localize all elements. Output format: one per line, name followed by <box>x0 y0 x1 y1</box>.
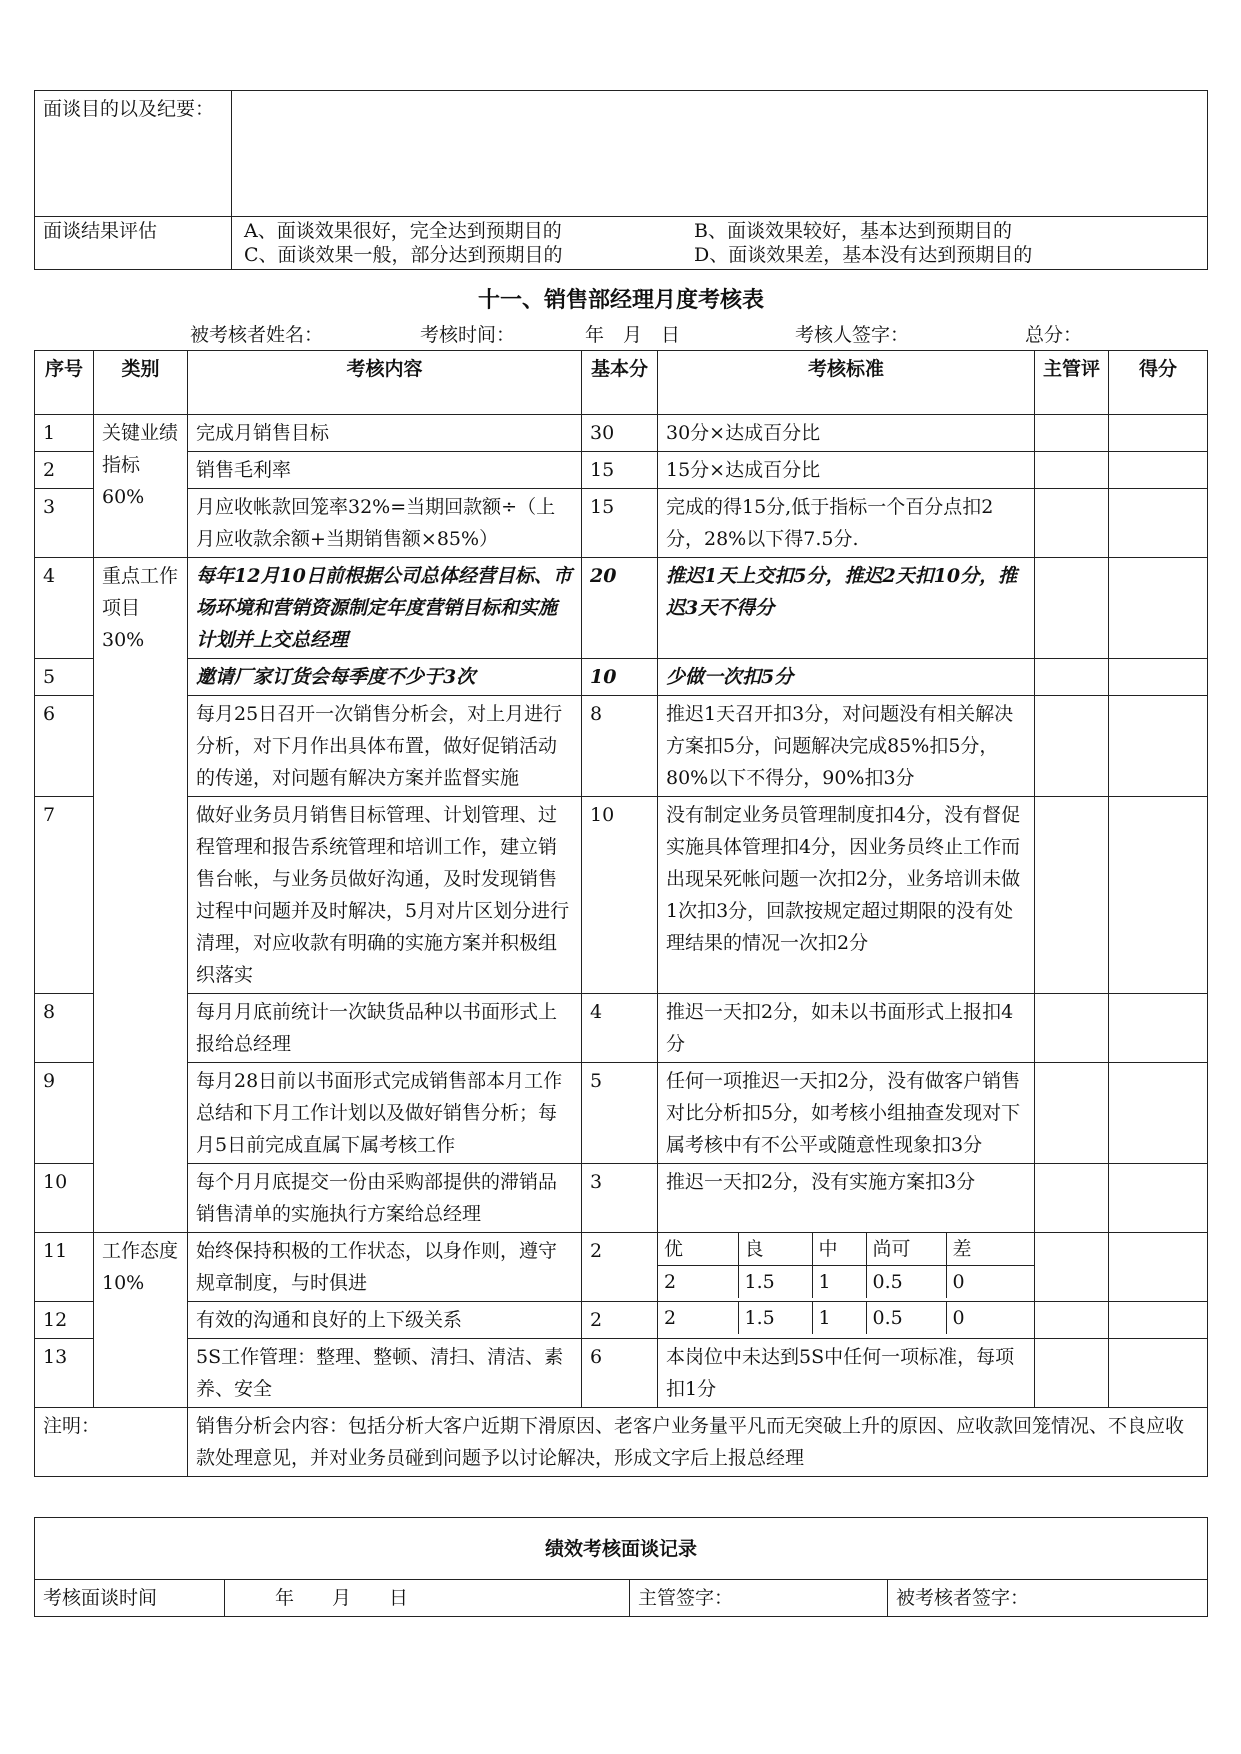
score-cell[interactable] <box>1109 994 1208 1063</box>
grade-table <box>658 1233 1034 1298</box>
grade-label: 良 <box>738 1233 812 1266</box>
table-row <box>35 1063 1208 1164</box>
result-label: 面谈结果评估 <box>35 217 232 270</box>
row-standard: 没有制定业务员管理制度扣4分，没有督促实施具体管理扣4分，因业务员终止工作而出现呆死帐问题一次扣2分，业务培训未做1次扣3分，回款按规定超过期限的没有处理结果的情况一次扣2分 <box>658 797 1035 994</box>
row-content: 销售毛利率 <box>188 452 582 489</box>
row-no: 7 <box>35 797 94 994</box>
score-cell[interactable] <box>1109 489 1208 558</box>
manager-sign-label[interactable]: 主管签字： <box>630 1580 888 1617</box>
table-row <box>35 696 1208 797</box>
header-score: 得分 <box>1109 351 1208 415</box>
header-category: 类别 <box>94 351 188 415</box>
meta-signer-label: 考核人签字： <box>795 324 910 346</box>
category-kpi: 关键业绩指标 60% <box>94 415 188 558</box>
header-content: 考核内容 <box>188 351 582 415</box>
grade-value: 0 <box>946 1266 1034 1299</box>
row-standard: 推迟一天扣2分，如未以书面形式上报扣4分 <box>658 994 1035 1063</box>
interview-top-table <box>34 90 1208 270</box>
table-row <box>35 452 1208 489</box>
grade-label: 中 <box>812 1233 866 1266</box>
row-no: 3 <box>35 489 94 558</box>
grade-label: 优 <box>664 1238 684 1260</box>
manager-score-cell[interactable] <box>1035 1233 1109 1302</box>
row-standard: 少做一次扣5分 <box>658 659 1035 696</box>
row-base: 2 <box>582 1302 658 1339</box>
manager-score-cell[interactable] <box>1035 1164 1109 1233</box>
score-cell[interactable] <box>1109 452 1208 489</box>
row-no: 1 <box>35 415 94 452</box>
manager-score-cell[interactable] <box>1035 452 1109 489</box>
row-base: 15 <box>582 452 658 489</box>
note-label: 注明： <box>35 1408 188 1477</box>
manager-score-cell[interactable] <box>1035 1339 1109 1408</box>
table-row <box>35 797 1208 994</box>
row-content: 完成月销售目标 <box>188 415 582 452</box>
header-base: 基本分 <box>582 351 658 415</box>
grade-value: 2 <box>664 1307 677 1329</box>
record-time-label: 考核面谈时间 <box>35 1580 225 1617</box>
row-no: 4 <box>35 558 94 659</box>
meta-total-label: 总分： <box>1025 324 1083 346</box>
row-standard: 30分×达成百分比 <box>658 415 1035 452</box>
manager-score-cell[interactable] <box>1035 415 1109 452</box>
grade-value: 1 <box>812 1266 866 1299</box>
row-no: 13 <box>35 1339 94 1408</box>
meta-name-label: 被考核者姓名： <box>190 324 324 346</box>
header-standard: 考核标准 <box>658 351 1035 415</box>
manager-score-cell[interactable] <box>1035 1063 1109 1164</box>
header-no: 序号 <box>35 351 94 415</box>
table-row <box>35 489 1208 558</box>
row-base: 30 <box>582 415 658 452</box>
row-content: 每月25日召开一次销售分析会，对上月进行分析，对下月作出具体布置，做好促销活动的传递，对问题有解决方案并监督实施 <box>188 696 582 797</box>
manager-score-cell[interactable] <box>1035 696 1109 797</box>
row-no: 6 <box>35 696 94 797</box>
record-date[interactable]: 年 月 日 <box>225 1580 630 1617</box>
row-base: 8 <box>582 696 658 797</box>
manager-score-cell[interactable] <box>1035 797 1109 994</box>
grade-value: 2 <box>658 1266 738 1299</box>
row-base: 10 <box>582 797 658 994</box>
option-c[interactable]: C、面谈效果一般，部分达到预期目的 <box>244 244 563 266</box>
row-base: 20 <box>582 558 658 659</box>
record-title: 绩效考核面谈记录 <box>35 1518 1208 1580</box>
manager-score-cell[interactable] <box>1035 558 1109 659</box>
option-a[interactable]: A、面谈效果很好，完全达到预期目的 <box>244 220 562 242</box>
table-row <box>35 994 1208 1063</box>
row-standard: 任何一项推迟一天扣2分，没有做客户销售对比分析扣5分，如考核小组抽查发现对下属考核中有不公平或随意性现象扣3分 <box>658 1063 1035 1164</box>
score-cell[interactable] <box>1109 797 1208 994</box>
row-base: 6 <box>582 1339 658 1408</box>
row-no: 8 <box>35 994 94 1063</box>
form-title: 十一、销售部经理月度考核表 <box>477 288 764 313</box>
grade-value: 1.5 <box>738 1302 812 1334</box>
grade-value: 0.5 <box>866 1266 946 1299</box>
result-options <box>232 217 1208 270</box>
row-base: 2 <box>582 1233 658 1302</box>
category-attitude: 工作态度 10% <box>94 1233 188 1408</box>
header-manager: 主管评 <box>1035 351 1109 415</box>
table-row <box>35 1233 1208 1302</box>
row-content: 始终保持积极的工作状态，以身作则，遵守规章制度，与时俱进 <box>188 1233 582 1302</box>
score-cell[interactable] <box>1109 1302 1208 1339</box>
interview-record-table <box>34 1517 1208 1617</box>
row-standard: 15分×达成百分比 <box>658 452 1035 489</box>
purpose-content[interactable] <box>232 91 1208 217</box>
row-standard: 完成的得15分,低于指标一个百分点扣2分，28%以下得7.5分. <box>658 489 1035 558</box>
row-content: 邀请厂家订货会每季度不少于3次 <box>188 659 582 696</box>
manager-score-cell[interactable] <box>1035 659 1109 696</box>
row-base: 10 <box>582 659 658 696</box>
score-cell[interactable] <box>1109 1339 1208 1408</box>
row-content: 有效的沟通和良好的上下级关系 <box>188 1302 582 1339</box>
grade-label: 尚可 <box>866 1233 946 1266</box>
category-key-work: 重点工作项目 30% <box>94 558 188 1233</box>
meta-time-label: 考核时间： <box>420 324 516 346</box>
row-base: 4 <box>582 994 658 1063</box>
score-cell[interactable] <box>1109 1063 1208 1164</box>
row-content: 5S工作管理：整理、整顿、清扫、清洁、素养、安全 <box>188 1339 582 1408</box>
row-standard: 推迟1天上交扣5分，推迟2天扣10分，推迟3天不得分 <box>658 558 1035 659</box>
grade-table-cell <box>658 1302 1035 1339</box>
row-content: 月应收帐款回笼率32%=当期回款额÷（上月应收款余额+当期销售额×85%） <box>188 489 582 558</box>
note-text: 销售分析会内容：包括分析大客户近期下滑原因、老客户业务量平凡而无突破上升的原因、应收款回笼情况、不良应收款处理意见，并对业务员碰到问题予以讨论解决，形成文字后上报总经理 <box>188 1408 1208 1477</box>
table-row <box>35 1164 1208 1233</box>
grade-value: 1.5 <box>738 1266 812 1299</box>
row-content: 每月月底前统计一次缺货品种以书面形式上报给总经理 <box>188 994 582 1063</box>
grade-value: 1 <box>812 1302 866 1334</box>
manager-score-cell[interactable] <box>1035 994 1109 1063</box>
score-cell[interactable] <box>1109 1233 1208 1302</box>
manager-score-cell[interactable] <box>1035 1302 1109 1339</box>
row-content: 每月28日前以书面形式完成销售部本月工作总结和下月工作计划以及做好销售分析；每月5日前完成直属下属考核工作 <box>188 1063 582 1164</box>
row-base: 5 <box>582 1063 658 1164</box>
table-row <box>35 1302 1208 1339</box>
manager-score-cell[interactable] <box>1035 489 1109 558</box>
table-row <box>35 558 1208 659</box>
row-standard: 推迟1天召开扣3分，对问题没有相关解决方案扣5分，问题解决完成85%扣5分，80%以下不得分，90%扣3分 <box>658 696 1035 797</box>
option-d[interactable]: D、面谈效果差，基本没有达到预期目的 <box>694 244 1033 266</box>
grade-value: 0 <box>946 1302 1034 1334</box>
row-content: 做好业务员月销售目标管理、计划管理、过程管理和报告系统管理和培训工作，建立销售台帐，与业务员做好沟通，及时发现销售过程中问题并及时解决，5月对片区划分进行清理，对应收款有明确的实施方案并积极组织落实 <box>188 797 582 994</box>
note-row <box>35 1408 1208 1477</box>
row-base: 15 <box>582 489 658 558</box>
option-b[interactable]: B、面谈效果较好，基本达到预期目的 <box>694 220 1012 242</box>
row-no: 12 <box>35 1302 94 1339</box>
employee-sign-label[interactable]: 被考核者签字： <box>888 1580 1208 1617</box>
grade-value: 0.5 <box>866 1302 946 1334</box>
row-no: 5 <box>35 659 94 696</box>
meta-date: 年 月 日 <box>585 324 681 346</box>
row-no: 11 <box>35 1233 94 1302</box>
row-content: 每年12月10日前根据公司总体经营目标、市场环境和营销资源制定年度营销目标和实施计划并上交总经理 <box>188 558 582 659</box>
score-cell[interactable] <box>1109 659 1208 696</box>
score-cell[interactable] <box>1109 558 1208 659</box>
row-content: 每个月月底提交一份由采购部提供的滞销品销售清单的实施执行方案给总经理 <box>188 1164 582 1233</box>
table-row <box>35 415 1208 452</box>
score-cell[interactable] <box>1109 696 1208 797</box>
table-row <box>35 1339 1208 1408</box>
row-no: 9 <box>35 1063 94 1164</box>
grade-table-cell <box>658 1233 1035 1302</box>
row-no: 2 <box>35 452 94 489</box>
grade-table <box>658 1302 1034 1334</box>
assessment-table <box>34 350 1208 1477</box>
score-cell[interactable] <box>1109 415 1208 452</box>
row-base: 3 <box>582 1164 658 1233</box>
row-no: 10 <box>35 1164 94 1233</box>
row-standard: 本岗位中未达到5S中任何一项标准，每项扣1分 <box>658 1339 1035 1408</box>
purpose-label: 面谈目的以及纪要： <box>35 91 232 217</box>
score-cell[interactable] <box>1109 1164 1208 1233</box>
row-standard: 推迟一天扣2分，没有实施方案扣3分 <box>658 1164 1035 1233</box>
grade-label: 差 <box>946 1233 1034 1266</box>
table-row <box>35 659 1208 696</box>
